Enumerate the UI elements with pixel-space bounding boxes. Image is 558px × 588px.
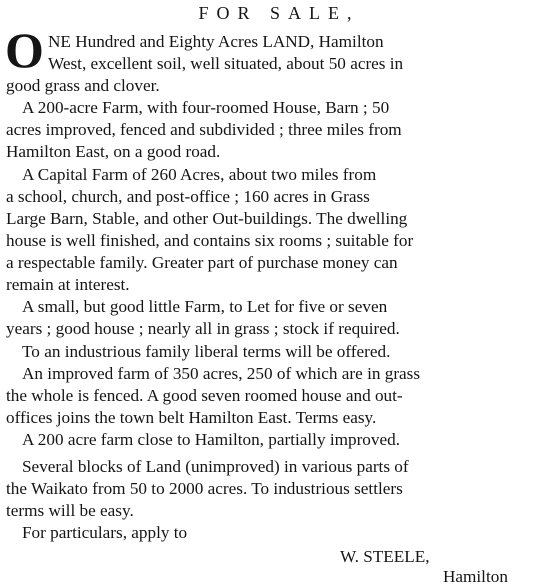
text-line: NE Hundred and Eighty Acres LAND, Hamilton bbox=[48, 32, 384, 51]
text-line: Hamilton East, on a good road. bbox=[6, 142, 221, 161]
text-line: years ; good house ; nearly all in grass ; stock if required. bbox=[6, 319, 400, 338]
text-line: To an industrious family liberal terms will be offered. bbox=[22, 342, 391, 361]
text-line: Large Barn, Stable, and other Out-buildings. The dwelling bbox=[6, 209, 408, 228]
text-line: West, excellent soil, well situated, about 50 acres in bbox=[48, 54, 404, 73]
text-line: For particulars, apply to bbox=[22, 523, 188, 542]
ad-heading: FOR SALE, bbox=[198, 3, 360, 23]
text-line: good grass and clover. bbox=[6, 76, 160, 95]
text-line: An improved farm of 350 acres, 250 of which are in grass bbox=[22, 364, 421, 383]
text-line: Several blocks of Land (unimproved) in various parts of bbox=[22, 457, 409, 476]
text-line: house is well finished, and contains six rooms ; suitable for bbox=[6, 231, 414, 250]
text-line: A 200 acre farm close to Hamilton, partially improved. bbox=[22, 430, 401, 449]
signature-place: Hamilton bbox=[443, 567, 508, 586]
text-line: the whole is fenced. A good seven roomed house and out- bbox=[6, 386, 403, 405]
text-line: a school, church, and post-office ; 160 acres in Grass bbox=[6, 187, 370, 206]
text-line: A small, but good little Farm, to Let for five or seven bbox=[22, 297, 388, 316]
text-line: a respectable family. Greater part of purchase money can bbox=[6, 253, 398, 272]
text-line: acres improved, fenced and subdivided ; three miles from bbox=[6, 120, 402, 139]
text-line: A Capital Farm of 260 Acres, about two miles from bbox=[22, 165, 377, 184]
text-line: remain at interest. bbox=[6, 275, 130, 294]
text-line: A 200-acre Farm, with four-roomed House, Barn ; 50 bbox=[22, 98, 390, 117]
drop-cap: O bbox=[5, 22, 44, 78]
signature-name: W. STEELE, bbox=[340, 547, 430, 566]
text-line: the Waikato from 50 to 2000 acres. To industrious settlers bbox=[6, 479, 403, 498]
text-line: offices joins the town belt Hamilton East. Terms easy. bbox=[6, 408, 377, 427]
text-line: terms will be easy. bbox=[6, 501, 134, 520]
